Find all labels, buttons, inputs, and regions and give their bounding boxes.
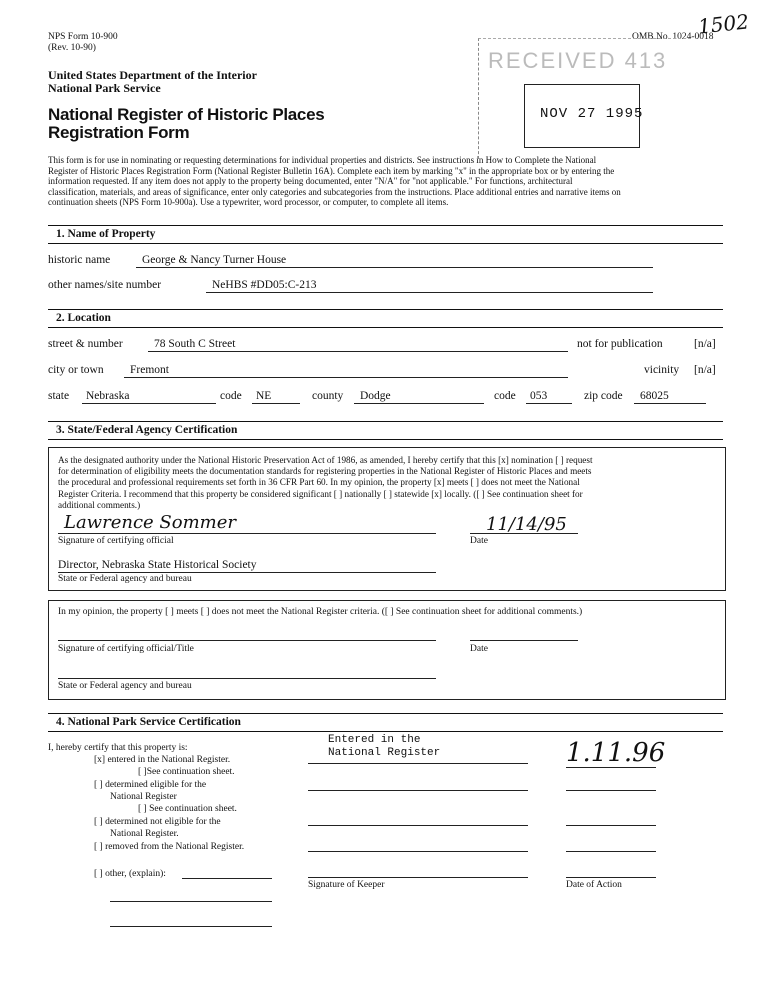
- certification-line: Register Criteria. I recommend that this property be considered significant [ ] nationally [ ] statewide [x] locally. ([ ] See continuation sheet for: [58, 488, 583, 499]
- option-not-eligible[interactable]: [ ] determined not eligible for the: [94, 817, 221, 827]
- field-underline: [526, 403, 572, 404]
- option-entered[interactable]: [x] entered in the National Register.: [94, 755, 231, 765]
- state-field[interactable]: Nebraska: [86, 390, 130, 402]
- certification-text: [58, 455, 722, 511]
- date-line: [470, 533, 578, 534]
- form-title-line2: Registration Form: [48, 123, 190, 142]
- county-field[interactable]: Dodge: [360, 390, 391, 402]
- action-label: Date of Action: [566, 880, 622, 890]
- keeper-line: [308, 877, 528, 878]
- keeper-line: [308, 763, 528, 764]
- form-number: NPS Form 10-900: [48, 32, 118, 42]
- opinion-text: In my opinion, the property [ ] meets [ ] does not meet the National Register criteria. ([ ] See continuation sheet for additional comments.): [58, 607, 583, 617]
- field-underline: [136, 267, 653, 268]
- vicinity-value[interactable]: [n/a]: [694, 364, 716, 376]
- received-stamp: RECEIVED 413: [488, 48, 668, 73]
- section3-title: 3. State/Federal Agency Certification: [56, 424, 238, 436]
- divider: [48, 421, 723, 422]
- field-underline: [206, 292, 653, 293]
- option-continuation-2[interactable]: [ ] See continuation sheet.: [138, 804, 237, 814]
- field-underline: [634, 403, 706, 404]
- street-label: street & number: [48, 338, 123, 350]
- state-label: state: [48, 390, 70, 402]
- service: National Park Service: [48, 81, 161, 95]
- nps-intro: I, hereby certify that this property is:: [48, 743, 188, 753]
- state-code-field[interactable]: NE: [256, 390, 272, 402]
- section1-title: 1. Name of Property: [56, 228, 156, 240]
- not-for-publication-value[interactable]: [n/a]: [694, 338, 716, 350]
- keeper-line: [308, 851, 528, 852]
- action-line: [566, 851, 656, 852]
- keeper-line: [308, 825, 528, 826]
- action-date: 1.11.96: [566, 738, 666, 768]
- divider: [48, 327, 723, 328]
- divider: [48, 225, 723, 226]
- stamp-date: NOV 27 1995: [540, 106, 644, 122]
- county-label: county: [312, 390, 344, 402]
- option-removed[interactable]: [ ] removed from the National Register.: [94, 842, 245, 852]
- instructions-line: classification, materials, and areas of significance, enter only categories and subcategories from the instructions. Place additional entries and narrative items on: [48, 186, 621, 197]
- instructions: [48, 155, 728, 208]
- keeper-label: Signature of Keeper: [308, 880, 385, 890]
- option-eligible[interactable]: [ ] determined eligible for the: [94, 780, 207, 790]
- other-names-label: other names/site number: [48, 279, 162, 291]
- action-line: [566, 877, 656, 878]
- historic-name-label: historic name: [48, 254, 111, 266]
- keeper-line: [308, 790, 528, 791]
- instructions-line: Register of Historic Places Registration Form (National Register Bulletin 16A). Complete each item by marking "x" in the appropriate box or by entering the: [48, 165, 615, 176]
- county-code-field[interactable]: 053: [530, 390, 548, 402]
- department: United States Department of the Interior: [48, 68, 257, 82]
- date-label: Date: [470, 536, 488, 546]
- certification-line: additional comments.): [58, 499, 141, 510]
- form-title-line1: National Register of Historic Places: [48, 105, 325, 124]
- action-line: [566, 767, 656, 768]
- field-underline: [82, 403, 216, 404]
- zip-label: zip code: [584, 390, 623, 402]
- certification-line: As the designated authority under the National Historic Preservation Act of 1986, as amended, I hereby certify that this [x] nomination [ ] request: [58, 455, 593, 465]
- city-field[interactable]: Fremont: [130, 364, 169, 376]
- divider: [48, 309, 723, 310]
- official-signature: Lawrence Sommer: [64, 512, 236, 533]
- date-label-2: Date: [470, 644, 488, 654]
- field-underline: [124, 377, 568, 378]
- option-not-eligible-cont: National Register.: [110, 829, 179, 839]
- instructions-line: This form is for use in nominating or requesting determinations for individual properties and districts. See instructions in How to Complete the National: [48, 155, 597, 165]
- vicinity-label: vicinity: [644, 364, 680, 376]
- entered-stamp-line2: National Register: [328, 747, 441, 759]
- field-underline: [110, 901, 272, 902]
- section2-title: 2. Location: [56, 312, 111, 324]
- certification-line: for determination of eligibility meets the documentation standards for registering properties in the National Register of Historic Places and meets: [58, 466, 592, 477]
- other-names-field[interactable]: NeHBS #DD05:C-213: [212, 279, 317, 291]
- divider: [48, 731, 723, 732]
- handwritten-number: 1502: [696, 9, 751, 39]
- form-revision: (Rev. 10-90): [48, 43, 96, 53]
- certification-line: the procedural and professional requirements set forth in 36 CFR Part 60. In my opinion, the property [x] meets [ ] does not meet the National: [58, 477, 580, 488]
- field-underline: [252, 403, 300, 404]
- agency-label-2: State or Federal agency and bureau: [58, 681, 192, 691]
- option-eligible-cont: National Register: [110, 792, 177, 802]
- field-underline: [58, 572, 436, 573]
- date-line: [470, 640, 578, 641]
- not-for-publication-label: not for publication: [577, 338, 663, 350]
- agency-field[interactable]: Director, Nebraska State Historical Society: [58, 559, 257, 571]
- omb-number: OMB No. 1024-0018: [632, 32, 714, 42]
- action-line: [566, 790, 656, 791]
- state-code-label: code: [220, 390, 242, 402]
- section4-title: 4. National Park Service Certification: [56, 716, 241, 728]
- county-code-label: code: [494, 390, 516, 402]
- field-underline: [354, 403, 484, 404]
- signature-line: [58, 640, 436, 641]
- divider: [48, 713, 723, 714]
- instructions-line: continuation sheets (NPS Form 10-900a). Use a typewriter, word processor, or computer, to complete all items.: [48, 197, 449, 207]
- instructions-line: information requested. If any item does not apply to the property being documented, enter "N/A" for "not applicable." For functions, architectural: [48, 176, 573, 186]
- entered-stamp-line1: Entered in the: [328, 734, 421, 746]
- field-underline: [110, 926, 272, 927]
- field-underline: [58, 678, 436, 679]
- field-underline: [182, 878, 272, 879]
- zip-field[interactable]: 68025: [640, 390, 669, 402]
- certification-date: 11/14/95: [486, 514, 567, 535]
- action-line: [566, 825, 656, 826]
- divider: [48, 439, 723, 440]
- signature-line: [58, 533, 436, 534]
- city-label: city or town: [48, 364, 104, 376]
- option-other[interactable]: [ ] other, (explain):: [94, 869, 166, 879]
- street-field[interactable]: 78 South C Street: [154, 338, 236, 350]
- agency-label: State or Federal agency and bureau: [58, 574, 192, 584]
- divider: [48, 243, 723, 244]
- historic-name-field[interactable]: George & Nancy Turner House: [142, 254, 287, 266]
- field-underline: [148, 351, 568, 352]
- option-continuation[interactable]: [ ]See continuation sheet.: [138, 767, 235, 777]
- signature-title-label: Signature of certifying official/Title: [58, 644, 194, 654]
- signature-label: Signature of certifying official: [58, 536, 174, 546]
